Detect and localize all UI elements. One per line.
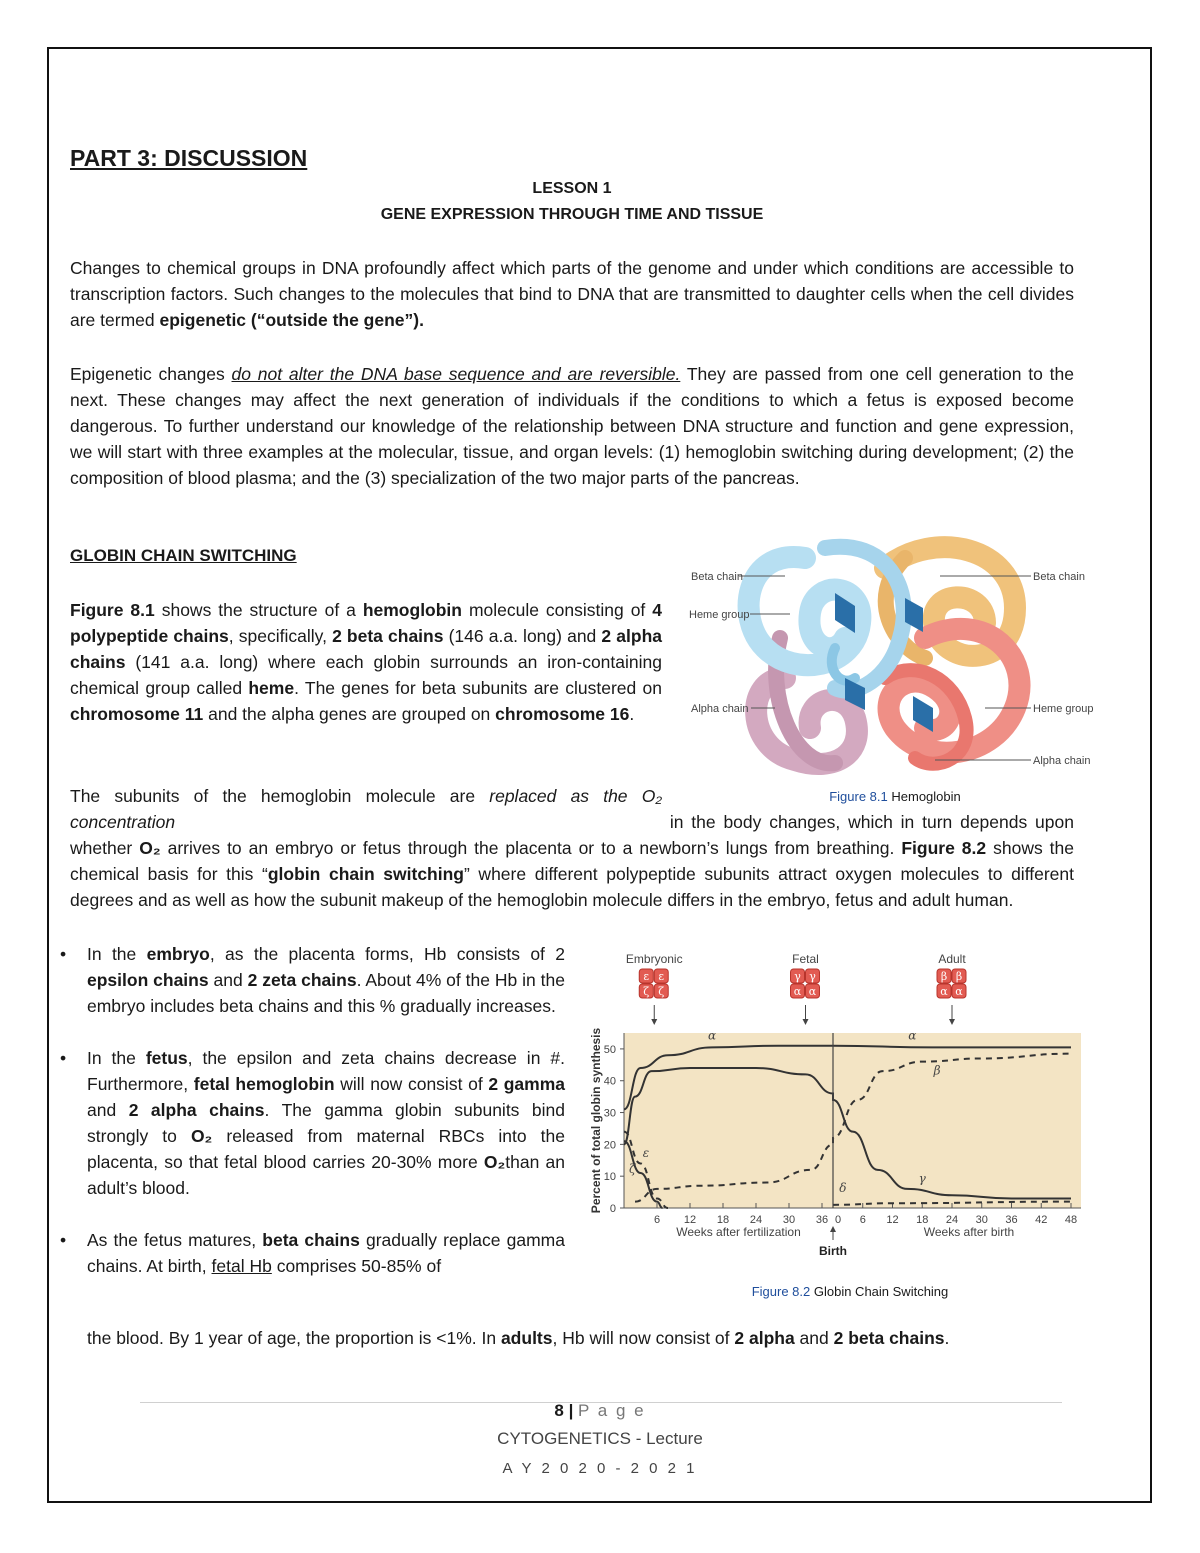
text: arrives to an embryo or fetus through the placenta or to a newborn’s lungs from breathing.	[160, 838, 902, 858]
lesson-title: GENE EXPRESSION THROUGH TIME AND TISSUE	[380, 206, 764, 223]
paragraph-subunit-replacement	[70, 783, 1074, 913]
stage-arrowhead	[803, 1019, 809, 1025]
x-tick-label: 36	[815, 1214, 829, 1226]
figure-8-2-caption	[700, 1284, 1000, 1299]
caption-figure-number: Figure 8.2	[751, 1284, 811, 1299]
text: than an adult’s blood.	[87, 1152, 565, 1198]
text: .	[944, 1328, 950, 1348]
bold-term: O₂	[139, 838, 161, 858]
bullet-maturation	[55, 1227, 565, 1279]
section-title-globin: GLOBIN CHAIN SWITCHING	[70, 546, 297, 565]
bold-term: 2 beta chains	[332, 626, 444, 646]
para1-bold-term: epigenetic	[159, 310, 247, 330]
text: shows the chemical basis for this “	[70, 838, 1075, 884]
series-label-γ: γ	[918, 1171, 926, 1186]
text: As the fetus matures,	[87, 1230, 263, 1250]
text: , the epsilon and zeta chains decrease in #. Furthermore,	[87, 1048, 565, 1094]
text: gradually replace gamma chains. At birth,	[87, 1230, 565, 1276]
part-title: PART 3: DISCUSSION	[70, 145, 308, 171]
caption-text: Globin Chain Switching	[810, 1284, 949, 1299]
text: The subunits of the hemoglobin molecule are	[70, 786, 490, 806]
label-heme-group-right: Heme group	[1033, 703, 1094, 715]
footer-academic-year: A Y 2 0 2 0 - 2 0 2 1	[502, 1460, 698, 1477]
x-tick-label: 6	[653, 1214, 661, 1226]
paragraph-epigenetic-definition	[70, 255, 1074, 333]
series-label-β: β	[933, 1063, 941, 1078]
fig82-ref: Figure 8.2	[901, 838, 987, 858]
bullet-fetus	[55, 1045, 565, 1201]
hemoglobin-molecule-illustration	[749, 547, 1020, 764]
text: . The genes for beta subunits are clustered on	[294, 678, 662, 698]
bold-term: beta chains	[262, 1230, 360, 1250]
x-tick-label: 48	[1064, 1214, 1078, 1226]
stage-chain-symbol: ζ	[658, 985, 665, 998]
stage-chain-symbol: γ	[809, 970, 816, 983]
x-tick-label: 24	[945, 1214, 959, 1226]
bold-term: fetus	[145, 1048, 188, 1068]
birth-label: Birth	[819, 1244, 847, 1258]
text: and	[87, 1100, 129, 1120]
x-axis-label-birth: Weeks after birth	[923, 1225, 1015, 1239]
stage-chain-symbol: ζ	[643, 985, 650, 998]
text: and	[208, 970, 248, 990]
y-tick-label: 30	[603, 1107, 616, 1120]
bold-term: fetal hemoglobin	[193, 1074, 335, 1094]
label-beta-chain-left: Beta chain	[691, 571, 743, 583]
bold-term: 2 beta chains	[833, 1328, 945, 1348]
page-word: P a g e	[578, 1401, 646, 1420]
x-tick-label: 18	[716, 1214, 730, 1226]
label-heme-group-left: Heme group	[689, 609, 750, 621]
page-number: 8	[554, 1401, 564, 1420]
text: . The gamma globin subunits bind strongly to	[87, 1100, 565, 1146]
italic-phrase: replaced as the O₂ concentration	[70, 786, 662, 832]
text: will now consist of	[334, 1074, 489, 1094]
x-tick-label: 0	[834, 1214, 842, 1226]
text: molecule consisting of	[461, 600, 653, 620]
stage-chain-symbol: β	[955, 970, 963, 983]
stage-chain-symbol: α	[808, 985, 817, 998]
series-label-δ: δ	[839, 1181, 847, 1196]
x-tick-label: 12	[683, 1214, 697, 1226]
series-label-α: α	[908, 1028, 917, 1043]
stage-label-fetal: Fetal	[792, 952, 819, 966]
series-label-α: α	[707, 1028, 717, 1043]
para2-rest: They are passed from one cell generation to the next. These changes may affect the next generation of individuals if the conditions to which a fetus is exposed become dangerous. To further understand our knowledge of the relationship between DNA structure and function and gene expression, we will start with three examples at the molecular, tissue, and organ levels: (1) hemoglobin switching during development; (2) the composition of blood plasma; and the (3) specialization of the two major parts of the pancreas.	[70, 364, 1075, 488]
text: and the alpha genes are grouped on	[203, 704, 496, 724]
x-tick-label: 24	[749, 1214, 763, 1226]
bullet-dot: •	[60, 944, 67, 964]
text: .	[629, 704, 635, 724]
text: comprises 50-85% of	[271, 1256, 442, 1276]
y-axis-label: Percent of total globin synthesis	[589, 1027, 603, 1214]
stage-chain-symbol: β	[940, 970, 948, 983]
text: , Hb will now consist of	[552, 1328, 735, 1348]
x-tick-label: 30	[782, 1214, 796, 1226]
caption-text: Hemoglobin	[887, 789, 961, 804]
series-label-ζ: ζ	[628, 1162, 636, 1176]
y-tick-label: 40	[603, 1075, 616, 1088]
bold-term: heme	[248, 678, 295, 698]
para2-emphasis: do not alter the DNA base sequence and are reversible.	[231, 364, 681, 384]
label-alpha-chain-left: Alpha chain	[691, 703, 749, 715]
text: in the body changes, which in turn depends upon whether	[70, 812, 1074, 858]
x-tick-label: 36	[1005, 1214, 1018, 1226]
para1-text: Changes to chemical groups in DNA profoundly affect which parts of the genome and under which conditions are accessible to transcription factors. Such changes to the molecules that bind to DNA that are transmitted to daughter cells when the cell divides are termed	[70, 258, 1074, 330]
fig81-ref: Figure 8.1	[70, 600, 155, 620]
text: the blood. By 1 year of age, the proportion is <1%. In	[87, 1328, 501, 1348]
bold-term: hemoglobin	[362, 600, 462, 620]
paragraph-epigenetic-changes	[70, 361, 1074, 491]
x-tick-label: 12	[886, 1214, 899, 1226]
y-tick-label: 10	[603, 1171, 616, 1184]
bold-term: globin chain switching	[267, 864, 464, 884]
text: released from maternal RBCs into the placenta, so that fetal blood carries 20-30% more	[87, 1126, 565, 1172]
x-axis-label-fertilization: Weeks after fertilization	[676, 1225, 801, 1239]
stage-chain-symbol: α	[955, 985, 963, 998]
text: . About 4% of the Hb in the embryo includes beta chains and this % gradually increases.	[87, 970, 565, 1016]
stage-label-adult: Adult	[938, 952, 966, 966]
text: , specifically,	[228, 626, 333, 646]
plot-background	[624, 1033, 1081, 1208]
bold-term: chromosome 11	[70, 704, 204, 724]
bold-term: 4 polypeptide chains	[70, 600, 662, 646]
series-label-ε: ε	[642, 1146, 650, 1161]
label-beta-chain-right: Beta chain	[1033, 571, 1085, 583]
bold-term: 2 zeta chains	[247, 970, 357, 990]
bullet-dot: •	[60, 1048, 67, 1068]
x-tick-label: 42	[1035, 1214, 1048, 1226]
birth-arrowhead	[830, 1226, 836, 1232]
stage-label-embryonic: Embryonic	[625, 952, 683, 966]
bold-term: 2 alpha	[734, 1328, 795, 1348]
stage-chain-symbol: α	[940, 985, 948, 998]
text: (141 a.a. long) where each globin surrounds an iron-containing chemical group called	[70, 652, 662, 698]
globin-switching-chart	[580, 945, 1100, 1265]
bold-term: O₂	[190, 1126, 213, 1146]
bold-term: O₂	[483, 1152, 506, 1172]
text: and	[794, 1328, 834, 1348]
underlined-term: fetal Hb	[211, 1256, 272, 1276]
caption-figure-number: Figure 8.1	[829, 789, 888, 804]
para2-lead: Epigenetic changes	[70, 364, 232, 384]
text: , as the placenta forms, Hb consists of 2	[209, 944, 565, 964]
y-tick-label: 20	[603, 1139, 616, 1152]
stage-chain-symbol: γ	[794, 970, 801, 983]
page-separator: |	[563, 1401, 579, 1420]
text: ” where different polypeptide subunits attract oxygen molecules to different degrees and as well as how the subunit makeup of the hemoglobin molecule differs in the embryo, fetus and adult human.	[70, 864, 1074, 910]
bullet-maturation-continued	[87, 1325, 1077, 1351]
bold-term: chromosome 16	[495, 704, 630, 724]
footer-course: CYTOGENETICS - Lecture	[497, 1429, 703, 1448]
text: In the	[87, 944, 147, 964]
y-tick-label: 0	[609, 1203, 616, 1215]
lesson-number: LESSON 1	[532, 180, 612, 197]
bold-term: 2 gamma	[488, 1074, 566, 1094]
x-tick-label: 6	[859, 1214, 866, 1226]
bold-term: embryo	[146, 944, 210, 964]
stage-arrowhead	[651, 1019, 657, 1025]
x-tick-label: 30	[975, 1214, 988, 1226]
x-tick-label: 18	[916, 1214, 929, 1226]
hemoglobin-figure	[685, 528, 1105, 793]
text: In the	[87, 1048, 146, 1068]
bold-term: 2 alpha chains	[70, 626, 662, 672]
hemoglobin-stage-icons	[626, 952, 966, 1025]
bullet-embryo	[55, 941, 565, 1019]
bold-term: 2 alpha chains	[128, 1100, 265, 1120]
bold-term: epsilon chains	[87, 970, 209, 990]
footer-page	[0, 1401, 1200, 1421]
bullet-dot: •	[60, 1230, 67, 1250]
text: shows the structure of a	[154, 600, 363, 620]
para1-bold-gloss: (“outside the gene”).	[246, 310, 424, 330]
stage-chain-symbol: ε	[643, 970, 650, 983]
bullet-list	[55, 941, 565, 1279]
paragraph-hemoglobin-structure	[70, 597, 662, 727]
text: (146 a.a. long) and	[443, 626, 602, 646]
y-tick-label: 50	[603, 1043, 616, 1056]
stage-chain-symbol: α	[793, 985, 802, 998]
stage-chain-symbol: ε	[658, 970, 665, 983]
stage-arrowhead	[949, 1019, 955, 1025]
bold-term: adults	[500, 1328, 553, 1348]
label-alpha-chain-right: Alpha chain	[1033, 755, 1091, 767]
